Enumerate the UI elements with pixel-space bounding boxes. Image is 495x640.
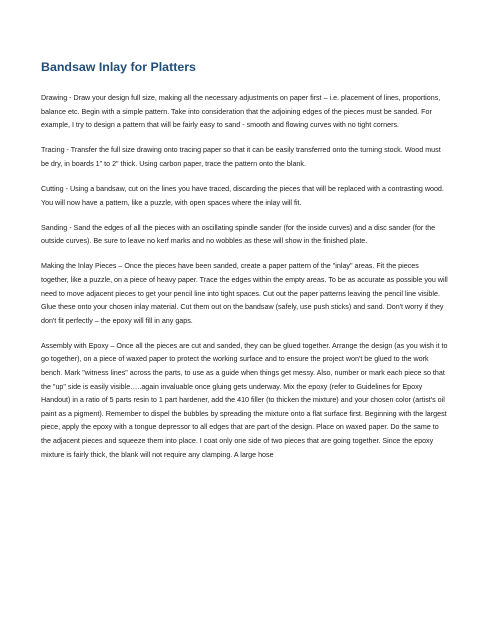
paragraph-cutting: Cutting - Using a bandsaw, cut on the lines you have traced, discarding the pieces that will be replaced with a contrasting wood. You will now have a pattern, like a puzzle, with open spaces where the inlay will fit. (41, 184, 444, 207)
paragraph-assembly-with-epoxy: Assembly with Epoxy – Once all the pieces are cut and sanded, they can be glued together. Arrange the design (as you wish it to go together), on a piece of waxed paper to protect the working surface and to ensure the project won't be glued to the work bench. Mark "witness lines" across the parts, to use as a guide when things get messy. Also, number or mark each piece so that the "up" side is easily visible…..again invaluable once gluing gets underway. Mix the epoxy (refer to Guidelines for Epoxy Handout) in a ratio of 5 parts resin to 1 part hardener, add the 410 filler (to thicken the mixture) and your chosen color (artist's oil paint as a pigment). Remember to dispel the bubbles by spreading the mixture onto a flat surface first. Beginning with the largest piece, apply the epoxy with a tongue depressor to all edges that are part of the design. Place on waxed paper. Do the same to the adjacent pieces and squeeze them into place. I coat only one side of two pieces that are going together. Since the epoxy mixture is fairly thick, the blank will not require any clamping. A large hose (41, 341, 448, 459)
paragraph-making-inlay-pieces: Making the Inlay Pieces – Once the pieces have been sanded, create a paper pattern of the "inlay" areas. Fit the pieces together, like a puzzle, on a piece of heavy paper. Trace the edges within the empty areas. To be as accurate as possible you will need to move adjacent pieces to get your pencil line into tight spaces. Cut out the paper patterns leaving the pencil line visible. Glue these onto your chosen inlay material. Cut them out on the bandsaw (safely, use push sticks) and sand. Don't worry if they don't fit perfectly – the epoxy will fill in any gaps. (41, 262, 448, 325)
paragraph-drawing: Drawing - Draw your design full size, making all the necessary adjustments on paper first – i.e. placement of lines, proportions, balance etc. Begin with a simple pattern. Take into consideration that the adjoining edges of the pieces must be sanded. For example, I try to design a pattern that will be fairly easy to sand - smooth and flowing curves with no tight corners. (41, 94, 441, 130)
paragraph-sanding: Sanding - Sand the edges of all the pieces with an oscillating spindle sander (for the inside curves) and a disc sander (for the outside curves). Be sure to leave no kerf marks and no wobbles as these will show in the finished plate. (41, 223, 436, 246)
paragraph-tracing: Tracing - Transfer the full size drawing onto tracing paper so that it can be easily transferred onto the turning stock. Wood must be dry, in boards 1" to 2" thick. Using carbon paper, trace the pattern onto the blank. (41, 146, 441, 168)
document-title: Bandsaw Inlay for Platters (41, 60, 196, 74)
